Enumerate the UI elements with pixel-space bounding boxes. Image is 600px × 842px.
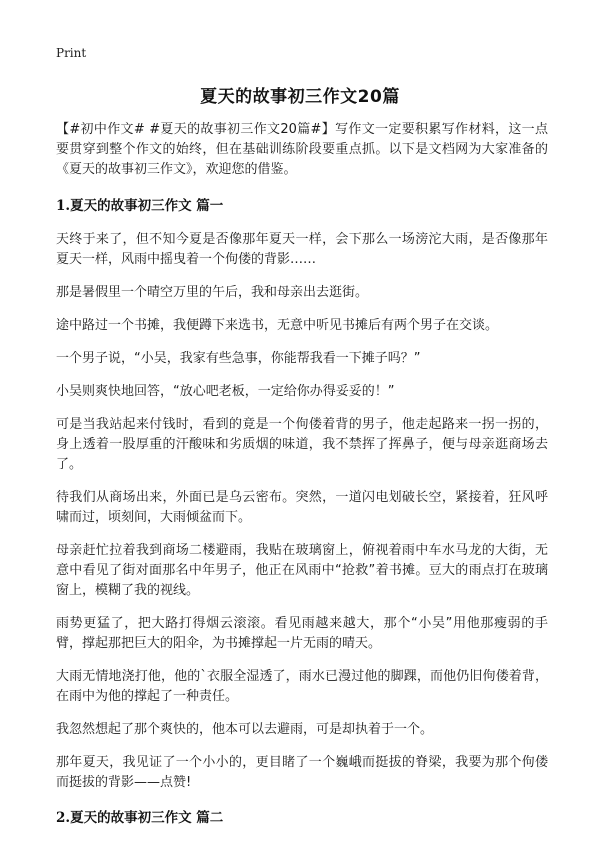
paragraph: 一个男子说，“小吴，我家有些急事，你能帮我看一下摊子吗？”: [56, 351, 421, 366]
paragraph: 待我们从商场出来，外面已是乌云密布。突然，一道闪电划破长空，紧接着，狂风呼啸而过，顷刻间，大雨倾盆而下。: [56, 490, 548, 525]
paragraph: 那年夏天，我见证了一个小小的，更目睹了一个巍峨而挺拔的脊梁，我要为那个佝偻而挺拔的背影——点赞!: [56, 755, 548, 790]
paragraph: 可是当我站起来付钱时，看到的竟是一个佝偻着背的男子，他走起路来一拐一拐的，身上透着一股厚重的汗酸味和劣质烟的味道，我不禁挥了挥鼻子，便与母亲逛商场去了。: [56, 417, 548, 472]
paragraph: 那是暑假里一个晴空万里的午后，我和母亲出去逛街。: [56, 285, 369, 300]
paragraph: 小吴则爽快地回答，“放心吧老板，一定给你办得妥妥的！”: [56, 384, 395, 399]
page-title: 夏天的故事初三作文20篇: [200, 87, 400, 107]
article-body: [56, 120, 548, 842]
paragraph: 大雨无情地浇打他，他的`衣服全湿透了，雨水已漫过他的脚踝，而他仍旧佝偻着背，在雨中为他的撑起了一种责任。: [56, 669, 548, 704]
intro-paragraph: 【#初中作文# #夏天的故事初三作文20篇#】写作文一定要积累写作材料，这一点要贯穿到整个作文的始终，但在基础训练阶段要重点抓。以下是文档网为大家准备的《夏天的故事初三作文》，欢迎您的借鉴。: [56, 122, 548, 177]
paragraph: 母亲赶忙拉着我到商场二楼避雨，我贴在玻璃窗上，俯视着雨中车水马龙的大街，无意中看见了街对面那名中年男子，他正在风雨中“抢救”着书摊。豆大的雨点打在玻璃窗上，模糊了我的视线。: [56, 543, 548, 598]
paragraph: 途中路过一个书摊，我便蹲下来选书，无意中听见书摊后有两个男子在交谈。: [56, 318, 499, 333]
print-link[interactable]: Print: [56, 46, 87, 60]
section-heading-1: 1.夏天的故事初三作文 篇一: [56, 198, 224, 214]
paragraph: 我忽然想起了那个爽快的，他本可以去避雨，可是却执着于一个。: [56, 722, 434, 737]
paragraph: 雨势更猛了，把大路打得烟云滚滚。看见雨越来越大，那个“小吴”用他那瘦弱的手臂，撑起那把巨大的阳伞，为书摊撑起一片无雨的晴天。: [56, 616, 548, 651]
section-heading-2: 2.夏天的故事初三作文 篇二: [56, 810, 224, 826]
paragraph: 天终于来了，但不知今夏是否像那年夏天一样，会下那么一场滂沱大雨，是否像那年夏天一样，风雨中摇曳着一个佝偻的背影……: [56, 232, 548, 267]
